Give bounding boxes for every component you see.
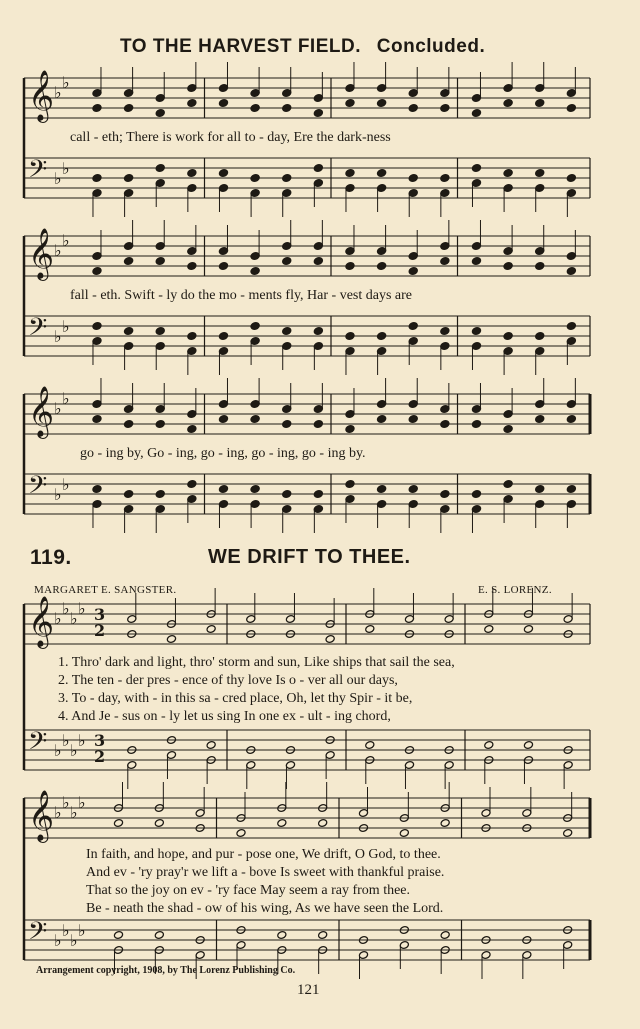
note-head xyxy=(566,174,576,183)
note-head xyxy=(440,104,450,113)
note-head xyxy=(535,332,545,341)
note-head xyxy=(277,931,287,940)
verse-line: In faith, and hope, and pur - pose one, We drift, O God, to thee. xyxy=(86,847,441,862)
verse-line: 4. And Je - sus on - ly let us sing In one ex - ult - ing chord, xyxy=(58,709,391,724)
note-head xyxy=(250,267,260,276)
note-head xyxy=(535,485,545,494)
copyright-notice: Arrangement copyright, 1908, by The Lorenz Publishing Co. xyxy=(36,965,296,976)
verse-line: And ev - 'ry pray'r we lift a - bove Is sweet with thankful praise. xyxy=(86,865,445,880)
note-head xyxy=(484,625,494,634)
note-head xyxy=(218,169,228,178)
note-head xyxy=(440,420,450,429)
note-head xyxy=(113,819,123,828)
note-head xyxy=(503,99,513,108)
note-head xyxy=(187,169,197,178)
note-head xyxy=(92,267,102,276)
note-head xyxy=(187,480,197,489)
note-head xyxy=(345,262,355,271)
flat-sign-icon: ♭ xyxy=(54,803,62,822)
bass-clef-icon: 𝄢 xyxy=(28,313,48,348)
composer-credit: E. S. LORENZ. xyxy=(478,584,552,596)
treble-clef-icon: 𝄞 xyxy=(28,228,55,279)
note-head xyxy=(503,262,513,271)
note-head xyxy=(345,169,355,178)
note-head xyxy=(250,104,260,113)
note-head xyxy=(250,415,260,424)
flat-sign-icon: ♭ xyxy=(62,475,70,494)
note-head xyxy=(471,109,481,118)
note-head xyxy=(282,327,292,336)
note-head xyxy=(471,420,481,429)
page-number: 121 xyxy=(297,982,320,998)
bass-clef-icon: 𝄢 xyxy=(28,917,48,952)
note-head xyxy=(377,99,387,108)
note-head xyxy=(377,415,387,424)
note-head xyxy=(535,262,545,271)
note-head xyxy=(282,420,292,429)
note-head xyxy=(566,322,576,331)
treble-clef-icon: 𝄞 xyxy=(28,596,55,647)
note-head xyxy=(206,741,216,750)
note-head xyxy=(282,104,292,113)
verse-line: 2. The ten - der pres - ence of thy love Is o - ver all our days, xyxy=(58,673,398,688)
note-head xyxy=(325,635,335,644)
note-head xyxy=(503,332,513,341)
lyric-line: fall - eth. Swift - ly do the mo - ments fly, Har - vest days are xyxy=(70,288,413,303)
note-head xyxy=(92,322,102,331)
note-head xyxy=(471,327,481,336)
note-head xyxy=(377,332,387,341)
note-head xyxy=(313,109,323,118)
note-head xyxy=(282,257,292,266)
flat-sign-icon: ♭ xyxy=(62,159,70,178)
flat-sign-icon: ♭ xyxy=(54,241,62,260)
note-head xyxy=(566,267,576,276)
note-head xyxy=(566,415,576,424)
note-head xyxy=(313,164,323,173)
note-head xyxy=(113,931,123,940)
note-head xyxy=(155,420,165,429)
author-credit: MARGARET E. SANGSTER. xyxy=(34,584,177,596)
flat-sign-icon: ♭ xyxy=(62,731,70,750)
flat-sign-icon: ♭ xyxy=(62,231,70,250)
flat-sign-icon: ♭ xyxy=(62,793,70,812)
time-signature: 2 xyxy=(94,747,106,766)
note-head xyxy=(535,169,545,178)
note-head xyxy=(408,485,418,494)
note-head xyxy=(440,819,450,828)
note-head xyxy=(345,99,355,108)
note-head xyxy=(535,415,545,424)
note-head xyxy=(471,257,481,266)
verse-line: 3. To - day, with - in this sa - cred place, Oh, let thy Spir - it be, xyxy=(58,691,413,706)
flat-sign-icon: ♭ xyxy=(62,73,70,92)
note-head xyxy=(154,819,164,828)
note-head xyxy=(484,741,494,750)
note-head xyxy=(187,425,197,434)
verse-line: 1. Thro' dark and light, thro' storm and sun, Like ships that sail the sea, xyxy=(58,655,455,670)
note-head xyxy=(345,332,355,341)
flat-sign-icon: ♭ xyxy=(54,83,62,102)
flat-sign-icon: ♭ xyxy=(78,793,86,812)
note-head xyxy=(155,164,165,173)
flat-sign-icon: ♭ xyxy=(62,389,70,408)
note-head xyxy=(503,169,513,178)
flat-sign-icon: ♭ xyxy=(62,921,70,940)
note-head xyxy=(236,829,246,838)
note-head xyxy=(566,104,576,113)
lyric-line: go - ing by, Go - ing, go - ing, go - ing, go - ing by. xyxy=(80,446,366,461)
note-head xyxy=(313,420,323,429)
note-head xyxy=(124,174,134,183)
note-head xyxy=(282,490,292,499)
note-head xyxy=(440,174,450,183)
note-head xyxy=(124,104,134,113)
note-head xyxy=(503,425,513,434)
flat-sign-icon: ♭ xyxy=(78,599,86,618)
note-head xyxy=(277,819,287,828)
note-head xyxy=(566,485,576,494)
note-head xyxy=(250,322,260,331)
verse-line: That so the joy on ev - 'ry face May seem a ray from thee. xyxy=(86,883,411,898)
note-head xyxy=(124,420,134,429)
verse-line: Be - neath the shad - ow of his wing, As we have seen the Lord. xyxy=(86,901,444,916)
note-head xyxy=(92,174,102,183)
note-head xyxy=(124,490,134,499)
flat-sign-icon: ♭ xyxy=(70,931,78,950)
note-head xyxy=(218,415,228,424)
note-head xyxy=(218,485,228,494)
note-head xyxy=(345,480,355,489)
flat-sign-icon: ♭ xyxy=(54,327,62,346)
note-head xyxy=(155,109,165,118)
note-head xyxy=(250,174,260,183)
time-signature: 2 xyxy=(94,621,106,640)
note-head xyxy=(440,327,450,336)
note-head xyxy=(535,99,545,108)
note-head xyxy=(440,257,450,266)
note-head xyxy=(318,931,328,940)
time-signature: 3 xyxy=(94,731,106,750)
note-head xyxy=(523,625,533,634)
note-head xyxy=(440,931,450,940)
note-head xyxy=(313,327,323,336)
note-head xyxy=(408,322,418,331)
flat-sign-icon: ♭ xyxy=(54,399,62,418)
note-head xyxy=(155,257,165,266)
note-head xyxy=(408,174,418,183)
note-head xyxy=(92,485,102,494)
note-head xyxy=(250,485,260,494)
note-head xyxy=(503,480,513,489)
note-head xyxy=(92,415,102,424)
treble-clef-icon: 𝄞 xyxy=(28,70,55,121)
note-head xyxy=(365,741,375,750)
flat-sign-icon: ♭ xyxy=(54,485,62,504)
note-head xyxy=(154,931,164,940)
note-head xyxy=(377,169,387,178)
note-head xyxy=(218,262,228,271)
note-head xyxy=(218,99,228,108)
note-head xyxy=(282,174,292,183)
flat-sign-icon: ♭ xyxy=(78,731,86,750)
note-head xyxy=(92,104,102,113)
note-head xyxy=(155,490,165,499)
song-subtitle: Concluded. xyxy=(376,36,486,57)
bass-clef-icon: 𝄢 xyxy=(28,727,48,762)
note-head xyxy=(187,332,197,341)
flat-sign-icon: ♭ xyxy=(78,921,86,940)
treble-clef-icon: 𝄞 xyxy=(28,790,55,841)
note-head xyxy=(523,741,533,750)
note-head xyxy=(377,262,387,271)
note-head xyxy=(440,490,450,499)
treble-clef-icon: 𝄞 xyxy=(28,386,55,437)
flat-sign-icon: ♭ xyxy=(70,609,78,628)
hymn-number: 119. xyxy=(30,546,72,569)
note-head xyxy=(206,625,216,634)
time-signature: 3 xyxy=(94,605,106,624)
flat-sign-icon: ♭ xyxy=(54,931,62,950)
note-head xyxy=(218,332,228,341)
note-head xyxy=(563,829,573,838)
flat-sign-icon: ♭ xyxy=(62,317,70,336)
note-head xyxy=(313,490,323,499)
note-head xyxy=(124,327,134,336)
flat-sign-icon: ♭ xyxy=(62,599,70,618)
note-head xyxy=(408,104,418,113)
flat-sign-icon: ♭ xyxy=(54,169,62,188)
flat-sign-icon: ♭ xyxy=(54,741,62,760)
flat-sign-icon: ♭ xyxy=(54,609,62,628)
note-head xyxy=(471,164,481,173)
bass-clef-icon: 𝄢 xyxy=(28,471,48,506)
note-head xyxy=(408,267,418,276)
note-head xyxy=(187,262,197,271)
note-head xyxy=(377,485,387,494)
note-head xyxy=(408,415,418,424)
song-title: WE DRIFT TO THEE. xyxy=(208,546,411,568)
bass-clef-icon: 𝄢 xyxy=(28,155,48,190)
note-head xyxy=(471,490,481,499)
note-head xyxy=(313,257,323,266)
note-head xyxy=(399,829,409,838)
note-head xyxy=(318,819,328,828)
note-head xyxy=(365,625,375,634)
note-head xyxy=(124,257,134,266)
note-head xyxy=(166,635,176,644)
flat-sign-icon: ♭ xyxy=(70,803,78,822)
flat-sign-icon: ♭ xyxy=(70,741,78,760)
song-title-text: TO THE HARVEST FIELD. xyxy=(120,36,361,57)
note-head xyxy=(187,99,197,108)
note-head xyxy=(155,327,165,336)
lyric-line: call - eth; There is work for all to - day, Ere the dark-ness xyxy=(70,130,391,145)
note-head xyxy=(345,425,355,434)
